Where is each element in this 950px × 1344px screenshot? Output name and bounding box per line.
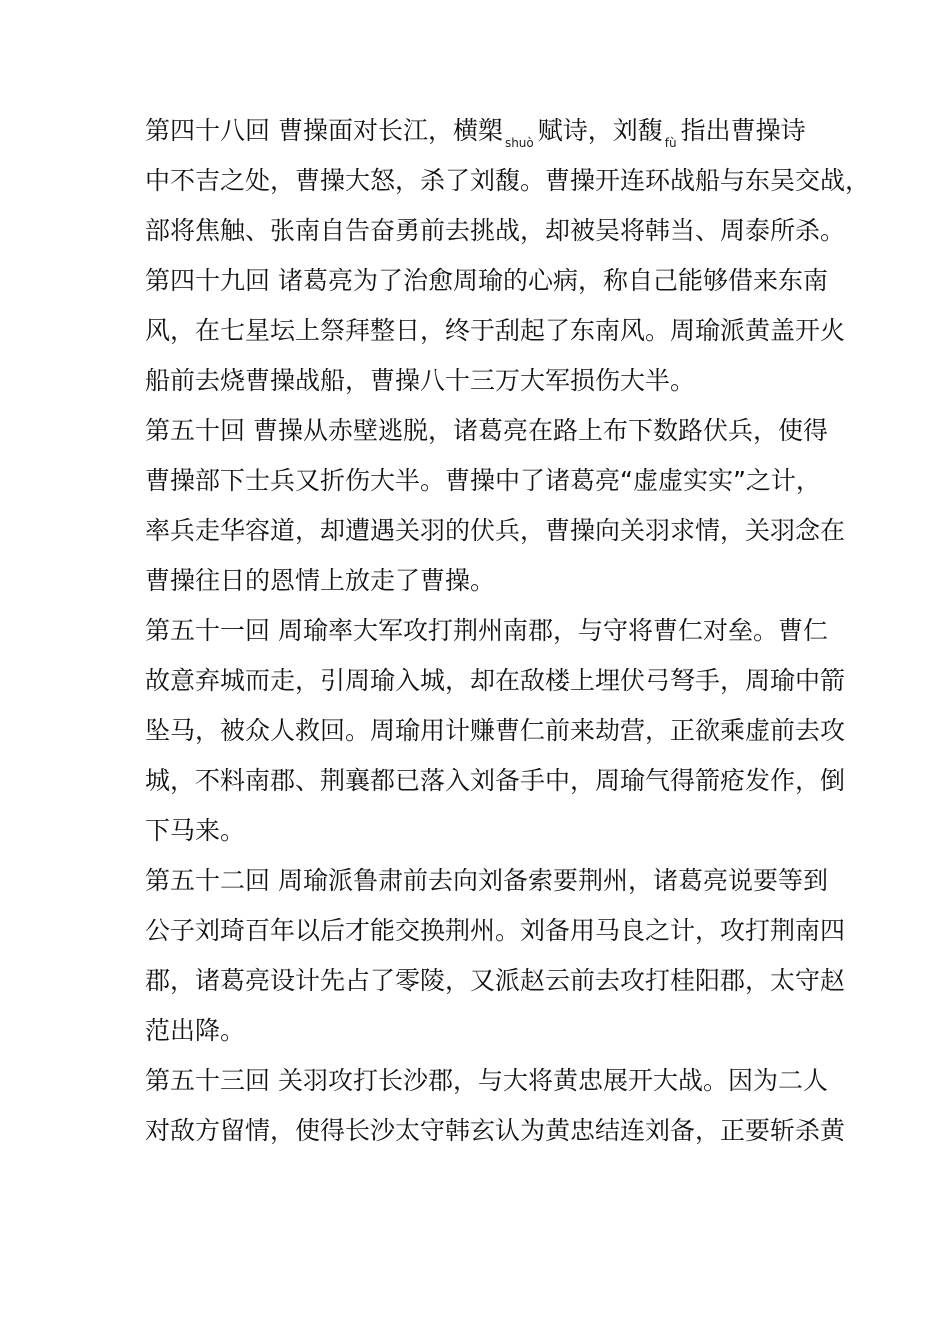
text-line: 第五十三回 关羽攻打长沙郡，与大将黄忠展开大战。因为二人 bbox=[145, 1066, 828, 1095]
text-line: 曹操部下士兵又折伤大半。曹操中了诸葛亮“虚虚实实”之计， bbox=[145, 466, 821, 495]
text-line: 曹操往日的恩情上放走了曹操。 bbox=[145, 566, 496, 595]
document-body bbox=[145, 106, 871, 1156]
text-line: 第五十二回 周瑜派鲁肃前去向刘备索要荆州，诸葛亮说要等到 bbox=[145, 866, 828, 895]
pinyin-annotation: shuò bbox=[504, 136, 534, 150]
text-line: 下马来。 bbox=[145, 816, 246, 845]
text-line: 故意弃城而走，引周瑜入城，却在敌楼上埋伏弓弩手，周瑜中箭 bbox=[145, 666, 846, 695]
text-line: 范出降。 bbox=[145, 1016, 246, 1045]
text-line: 率兵走华容道，却遭遇关羽的伏兵，曹操向关羽求情，关羽念在 bbox=[145, 516, 846, 545]
text-line: 船前去烧曹操战船，曹操八十三万大军损伤大半。 bbox=[145, 366, 696, 395]
text-line: 对敌方留情，使得长沙太守韩玄认为黄忠结连刘备，正要斩杀黄 bbox=[145, 1116, 846, 1145]
text-line: 风，在七星坛上祭拜整日，终于刮起了东南风。周瑜派黄盖开火 bbox=[145, 316, 846, 345]
text-line: 城，不料南郡、荆襄都已落入刘备手中，周瑜气得箭疮发作，倒 bbox=[145, 766, 846, 795]
text-segment: 第四十八回 曹操面对长江，横槊 bbox=[145, 116, 503, 145]
text-line: 第四十九回 诸葛亮为了治愈周瑜的心病，称自己能够借来东南 bbox=[145, 266, 828, 295]
pinyin-annotation: fù bbox=[664, 136, 677, 150]
text-line: 第五十回 曹操从赤壁逃脱，诸葛亮在路上布下数路伏兵，使得 bbox=[145, 416, 828, 445]
text-line: 部将焦触、张南自告奋勇前去挑战，却被吴将韩当、周泰所杀。 bbox=[145, 216, 846, 245]
text-line: 坠马，被众人救回。周瑜用计赚曹仁前来劫营，正欲乘虚前去攻 bbox=[145, 716, 846, 745]
text-line: 中不吉之处，曹操大怒，杀了刘馥。曹操开连环战船与东吴交战， bbox=[145, 166, 871, 195]
text-line-1 bbox=[145, 106, 815, 156]
text-segment: 赋诗，刘馥 bbox=[537, 116, 663, 145]
text-line: 公子刘琦百年以后才能交换荆州。刘备用马良之计，攻打荆南四 bbox=[145, 916, 846, 945]
text-line: 第五十一回 周瑜率大军攻打荆州南郡，与守将曹仁对垒。曹仁 bbox=[145, 616, 828, 645]
text-segment: 指出曹操诗 bbox=[680, 116, 806, 145]
text-line: 郡，诸葛亮设计先占了零陵，又派赵云前去攻打桂阳郡，太守赵 bbox=[145, 966, 846, 995]
